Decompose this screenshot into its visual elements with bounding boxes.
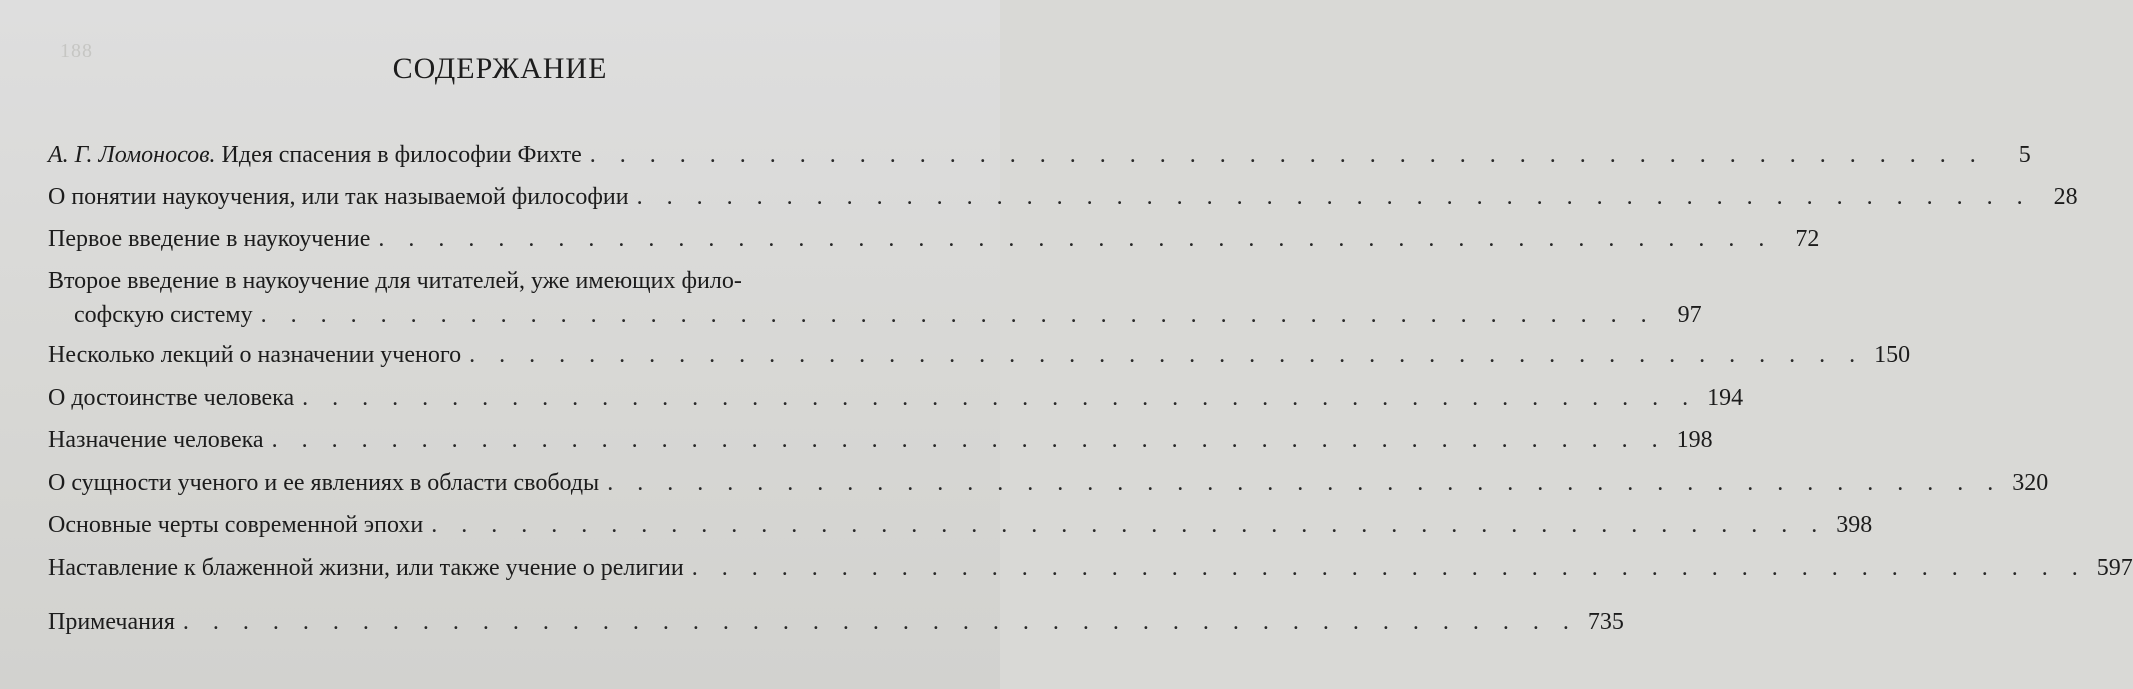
toc-entry-title-line1: Второе введение в наукоучение для читателей, уже имеющих фило- (48, 268, 742, 294)
toc-leader-dots: . . . . . . . . . . . . . . . . . . . . . . . . . . . . . . . . . . . . . . . . . . . . . . . (271, 427, 1667, 453)
toc-leader-dots: . . . . . . . . . . . . . . . . . . . . . . . . . . . . . . . . . . . . . . . . . . . . . . . (589, 142, 1985, 168)
toc-entry-title: О достоинстве человека (48, 385, 295, 411)
toc-entry-title: Первое введение в наукоучение (48, 226, 371, 252)
toc-entry-author: А. Г. Ломоносов. (48, 142, 216, 168)
toc-leader-dots: . . . . . . . . . . . . . . . . . . . . . . . . . . . . . . . . . . . . . . . . . . . . . . . (378, 226, 1774, 252)
toc-leader-dots: . . . . . . . . . . . . . . . . . . . . . . . . . . . . . . . . . . . . . . . . . . . . . . . (182, 609, 1578, 635)
toc-leader-dots: . . . . . . . . . . . . . . . . . . . . . . . . . . . . . . . . . . . . . . . . . . . . . . . (431, 512, 1827, 538)
toc-page-number: 320 (2012, 470, 2049, 496)
toc-entry-title (48, 138, 582, 172)
toc-page-number: 28 (2053, 184, 2078, 210)
toc-page-number: 194 (1707, 385, 1744, 411)
toc-entry-title-text: Идея спасения в философии Фихте (221, 142, 582, 168)
toc-entry-title: О сущности ученого и ее явлениях в области свободы (48, 470, 600, 496)
toc-entry (48, 551, 2133, 585)
toc-entry (48, 423, 1713, 457)
toc-entry-continuation (48, 298, 1702, 332)
toc-leader-dots: . . . . . . . . . . . . . . . . . . . . . . . . . . . . . . . . . . . . . . . . . . . . . . . (260, 302, 1656, 328)
toc-entry-title: Несколько лекций о назначении ученого (48, 342, 462, 368)
toc-entry-title: Назначение человека (48, 427, 264, 453)
toc-entry-title-line2: софскую систему (74, 302, 253, 328)
toc-leader-dots: . . . . . . . . . . . . . . . . . . . . . . . . . . . . . . . . . . . . . . . . . . . . . . . (302, 385, 1698, 411)
toc-page-number: 150 (1874, 342, 1911, 368)
toc-leader-dots: . . . . . . . . . . . . . . . . . . . . . . . . . . . . . . . . . . . . . . . . . . . . . . . (691, 555, 2087, 581)
toc-entry-title: Основные черты современной эпохи (48, 512, 424, 538)
toc-leader-dots: . . . . . . . . . . . . . . . . . . . . . . . . . . . . . . . . . . . . . . . . . . . . . . . (636, 184, 2032, 210)
toc-leader-dots: . . . . . . . . . . . . . . . . . . . . . . . . . . . . . . . . . . . . . . . . . . . . . . . (469, 342, 1865, 368)
toc-entry (48, 508, 1873, 542)
toc-entry (48, 222, 1820, 256)
toc-page-number: 735 (1587, 609, 1624, 635)
toc-entry (48, 605, 1624, 639)
toc-entry-title: Наставление к блаженной жизни, или также учение о религии (48, 555, 684, 581)
toc-entry-title: О понятии наукоучения, или так называемой философии (48, 184, 629, 210)
toc-entry (48, 138, 2031, 172)
toc-entry (48, 338, 1911, 372)
toc-entry-title: Примечания (48, 609, 175, 635)
toc-entry (48, 180, 2078, 214)
toc-page-number: 398 (1836, 512, 1873, 538)
toc-entry (48, 466, 2049, 500)
toc-leader-dots: . . . . . . . . . . . . . . . . . . . . . . . . . . . . . . . . . . . . . . . . . . . . . . . (607, 470, 2003, 496)
toc-entry (48, 264, 1702, 332)
table-of-contents (48, 138, 2133, 639)
page-title: СОДЕРЖАНИЕ (392, 52, 608, 85)
toc-page-number: 198 (1676, 427, 1713, 453)
bleed-through-page-number: 188 (60, 40, 93, 62)
toc-page-number: 597 (2096, 555, 2133, 581)
toc-page-number: 5 (2018, 142, 2031, 168)
toc-page-number: 72 (1795, 226, 1820, 252)
toc-entry (48, 381, 1744, 415)
toc-page-number: 97 (1677, 302, 1702, 328)
